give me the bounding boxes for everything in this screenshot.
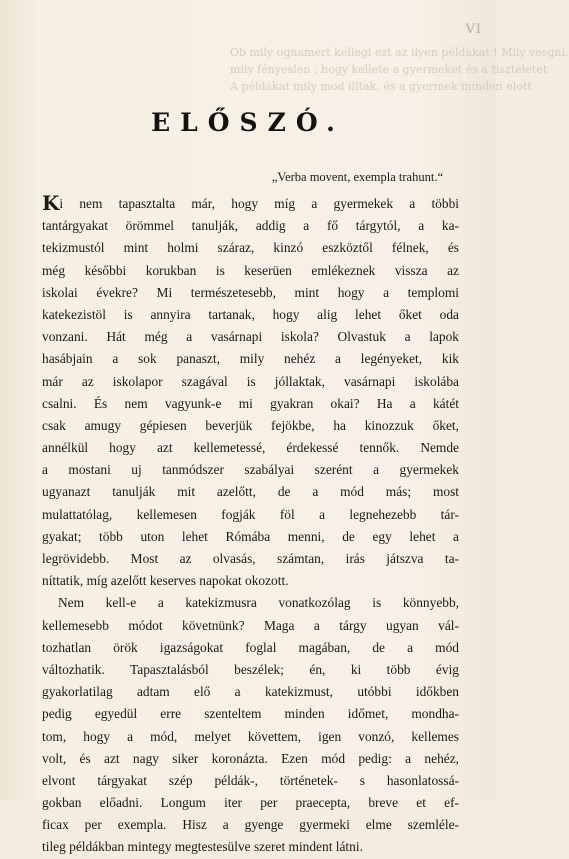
bleed-through-line: Ob mily ognamert kellegi ezt az ilyen példákat ! Mily vesgni, — [230, 46, 569, 59]
page-number: VI — [465, 22, 482, 37]
text-line: változhatik. Tapasztalásból beszélek; én, ki több évig — [42, 661, 459, 677]
paragraph-1 — [42, 193, 459, 592]
preface-body — [42, 193, 459, 859]
text-line: tantárgyakat örömmel tanulják, addig a fő tárgytól, a ka- — [42, 218, 459, 234]
text-line: tom, hogy a mód, melyet követtem, igen vonzó, kellemes — [42, 728, 459, 744]
text-line: gyakorlatilag adtam elő a katekizmust, utóbbi időkben — [42, 684, 459, 700]
text-line: tozhatlan örök igazságokat foglal magában, de a mód — [42, 639, 459, 655]
text-line: níttatik, míg azelőtt keserves napokat okozott. — [42, 573, 289, 589]
drop-initial: K — [42, 191, 60, 215]
text-line: volt, és azt nagy siker koronázta. Ezen mód pedig: a nehéz, — [42, 750, 459, 766]
text-line: annélkül hogy azt kellemetessé, érdekessé tennők. Nemde — [42, 440, 459, 456]
text-line: tekizmustól mint holmi száraz, kinzó eszköztől félnek, és — [42, 240, 459, 256]
text-line: elvont tárgyakat szép példák-, történetek- s hasonlatossá- — [42, 772, 459, 788]
page-title: ELŐSZÓ. — [151, 108, 345, 137]
text-line: katekezistöl is annyira tartanak, hogy alig lehet őket oda — [42, 306, 459, 322]
text-line: vonzani. Hát még a vasárnapi iskola? Olvastuk a lapok — [42, 329, 459, 345]
text-line: kellemesebb módot követnünk? Maga a tárgy ugyan vál- — [42, 617, 459, 633]
text-line: ugyanazt tanulják mit azelőtt, de a mód más; most — [42, 484, 459, 500]
bleed-through-text — [230, 44, 569, 95]
text-line: hasábjain a sok panaszt, mily nehéz a legényeket, kik — [42, 351, 459, 367]
bleed-through-line: mily fényeslen ; hogy kellete a gyermeket és a tiszteletet — [230, 63, 548, 76]
motto: „Verba movent, exempla trahunt.“ — [271, 170, 443, 184]
text-line: tileg példákban mintegy megtestesülve szeret mindent látni. — [42, 839, 363, 855]
text-line: Nem kell-e a katekizmusra vonatkozólag is könnyebb, — [58, 595, 459, 611]
first-line-rest: i nem tapasztalta már, hogy míg a gyermekek a többi — [59, 196, 459, 211]
text-line — [42, 193, 459, 215]
paragraph-2 — [42, 592, 459, 858]
text-line: csak amugy gépiesen beverjük fejökbe, ha kinozzuk őket, — [42, 417, 459, 433]
text-line: a mostani uj tanmódszer szabályai szerént a gyermekek — [42, 462, 459, 478]
text-line: ficax per exempla. Hisz a gyenge gyermeki elme szemléle- — [42, 817, 459, 833]
text-line: legrövidebb. Most az olvasás, számtan, irás játszva ta- — [42, 551, 459, 566]
text-line: iskolai évekre? Mi természetesebb, mint hogy a templomi — [42, 284, 459, 300]
text-line: pedig egyedül erre szenteltem minden időmet, mondha- — [42, 706, 459, 722]
text-line: még későbbi korukban is keserüen emlékeznek vissza az — [42, 262, 459, 278]
text-line: mulattatólag, kellemesen fogják föl a legnehezebb tár- — [42, 506, 459, 522]
text-line: csalni. És nem vagyunk-e mi gyakran okai? Ha a kátét — [42, 395, 459, 411]
bleed-through-line: A példákat mily mod illtak, és a gyermek minden elott — [230, 80, 532, 93]
text-line: gokban előadni. Longum iter per praecepta, breve et ef- — [42, 795, 459, 811]
text-line: már az iskolapor szagával is jóllaktak, vasárnapi iskolába — [42, 373, 459, 389]
text-line: gyakat; több uton lehet Rómába menni, de egy lehet a — [42, 528, 459, 544]
